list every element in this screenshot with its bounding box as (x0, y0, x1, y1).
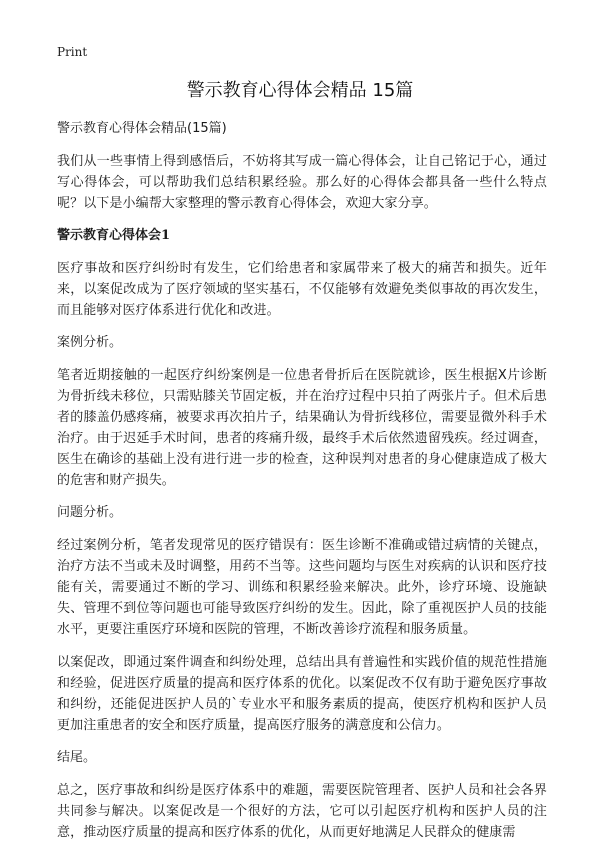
document-body (57, 120, 547, 855)
paragraph-5: 总之，医疗事故和纠纷是医疗体系中的难题，需要医院管理者、医护人员和社会各界共同参与解决。以案促改是一个很好的方法，它可以引起医疗机构和医护人员的注意，推动医疗质量的提高和医疗体系的优化，从而更好地满足人民群众的健康需 (57, 783, 547, 840)
case-analysis-label: 案例分析。 (57, 335, 123, 350)
intro-paragraph: 我们从一些事情上得到感悟后，不妨将其写成一篇心得体会，让自己铭记于心，通过写心得体会，可以帮助我们总结积累经验。那么好的心得体会都具备一些什么特点呢？以下是小编帮大家整理的警示教育心得体会，欢迎大家分享。 (57, 154, 547, 211)
page-title: 警示教育心得体会精品 15篇 (186, 80, 414, 101)
document-subtitle: 警示教育心得体会精品(15篇) (57, 121, 227, 136)
section-heading: 警示教育心得体会1 (57, 228, 171, 243)
problem-analysis-label: 问题分析。 (57, 505, 123, 520)
conclusion-label: 结尾。 (57, 750, 97, 765)
print-link[interactable]: Print (57, 45, 88, 59)
paragraph-3: 经过案例分析，笔者发现常见的医疗错误有：医生诊断不准确或错过病情的关键点，治疗方法不当或未及时调整，用药不当等。这些问题均与医生对疾病的认识和医疗技能有关，需要通过不断的学习、训练和积累经验来解决。此外，诊疗环境、设施缺失、管理不到位等问题也可能导致医疗纠纷的发生。因此，除了重视医护人员的技能水平，更要注重医疗环境和医院的管理，不断改善诊疗流程和服务质量。 (57, 538, 547, 637)
paragraph-1: 医疗事故和医疗纠纷时有发生，它们给患者和家属带来了极大的痛苦和损失。近年来，以案促改成为了医疗领域的坚实基石，不仅能够有效避免类似事故的再次发生，而且能够对医疗体系进行优化和改进。 (57, 261, 547, 318)
paragraph-2: 笔者近期接触的一起医疗纠纷案例是一位患者骨折后在医院就诊，医生根据X片诊断为骨折线未移位，只需贴膝关节固定板，并在治疗过程中只拍了两张片子。但术后患者的膝盖仍感疼痛，被要求再次拍片子，结果确认为骨折线移位，需要显微外科手术治疗。由于迟延手术时间，患者的疼痛升级，最终手术后依然遗留残疾。经过调查，医生在确诊的基础上没有进行进一步的检查，这种误判对患者的身心健康造成了极大的危害和财产损失。 (57, 368, 547, 488)
paragraph-4: 以案促改，即通过案件调查和纠纷处理，总结出具有普遍性和实践价值的规范性措施和经验，促进医疗质量的提高和医疗体系的优化。以案促改不仅有助于避免医疗事故和纠纷，还能促进医护人员的`专业水平和服务素质的提高，使医疗机构和医护人员更加注重患者的安全和医疗质量，提高医疗服务的满意度和公信力。 (57, 655, 547, 733)
